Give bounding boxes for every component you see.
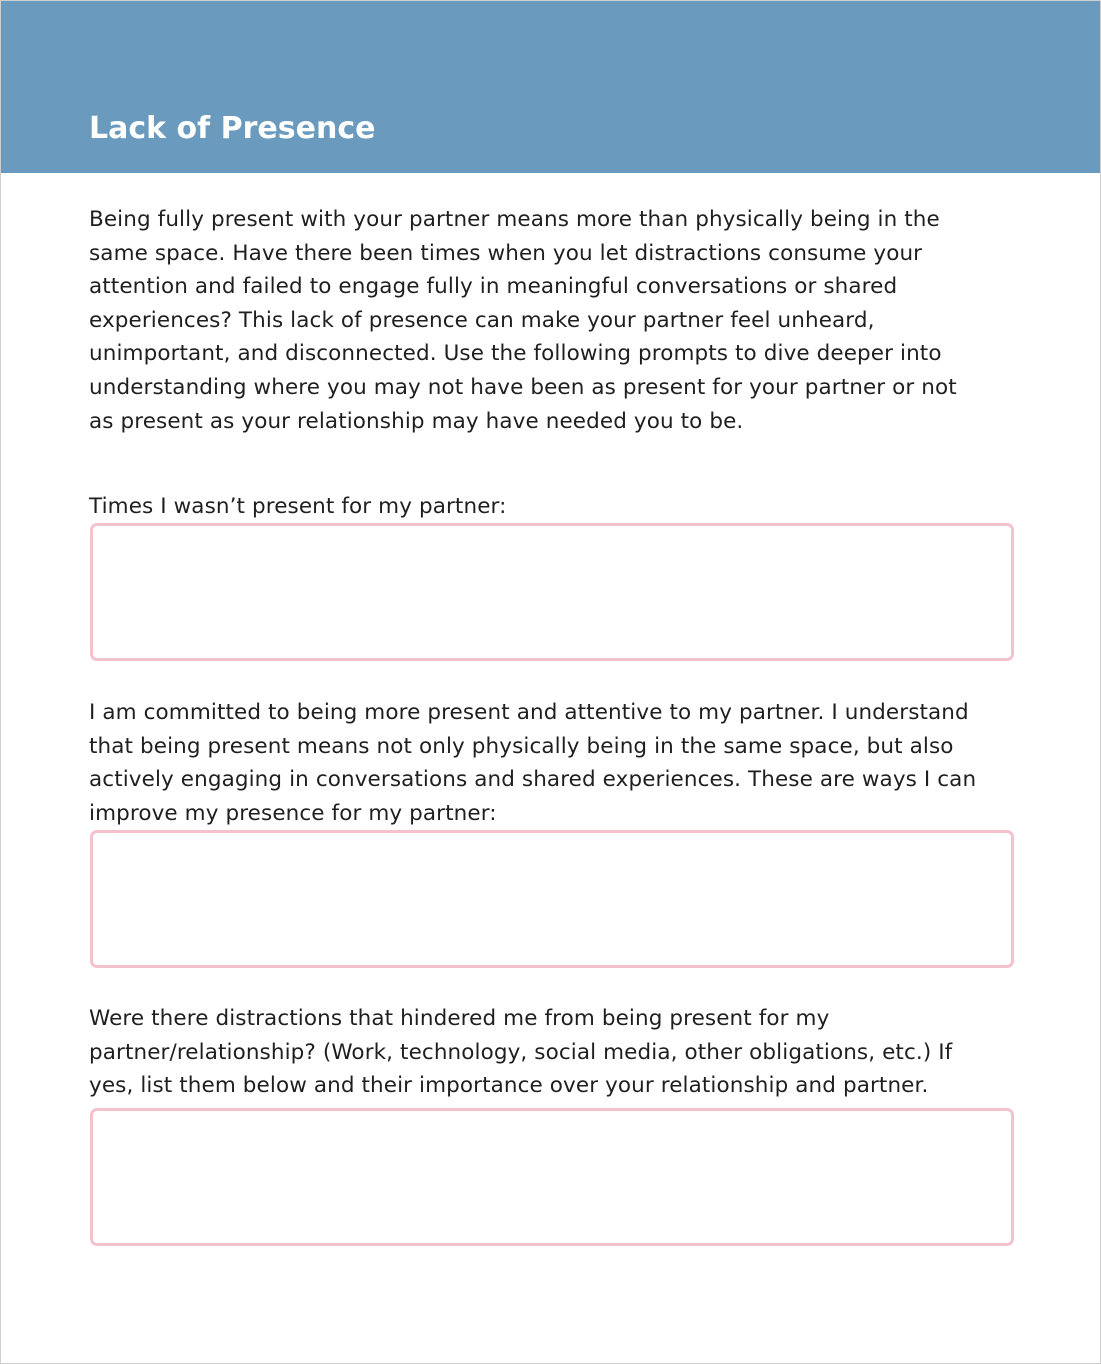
- page-title: Lack of Presence: [89, 111, 376, 146]
- answer-box-times-not-present[interactable]: [90, 523, 1014, 661]
- page-header: [1, 1, 1100, 173]
- answer-box-improve-presence[interactable]: [90, 830, 1014, 968]
- intro-paragraph: Being fully present with your partner means more than physically being in the same space. Have there been times when you let distractions consume your attention and failed to engage fully in meaningful conversations or shared experiences? This lack of presence can make your partner feel unheard, unimportant, and disconnected. Use the following prompts to dive deeper into understanding where you may not have been as present for your partner or not as present as your relationship may have needed you to be.: [89, 207, 957, 434]
- prompt-label-times-not-present: Times I wasn’t present for my partner:: [89, 494, 507, 519]
- answer-box-distractions[interactable]: [90, 1108, 1014, 1246]
- prompt-label-distractions: Were there distractions that hindered me from being present for my partner/relationship? (Work, technology, social media, other obligations, etc.) If yes, list them below and their importance over your relationship and partner.: [89, 1006, 953, 1099]
- prompt-label-improve-presence: I am committed to being more present and attentive to my partner. I understand that being present means not only physically being in the same space, but also actively engaging in conversations and shared experiences. These are ways I can improve my presence for my partner:: [89, 700, 977, 826]
